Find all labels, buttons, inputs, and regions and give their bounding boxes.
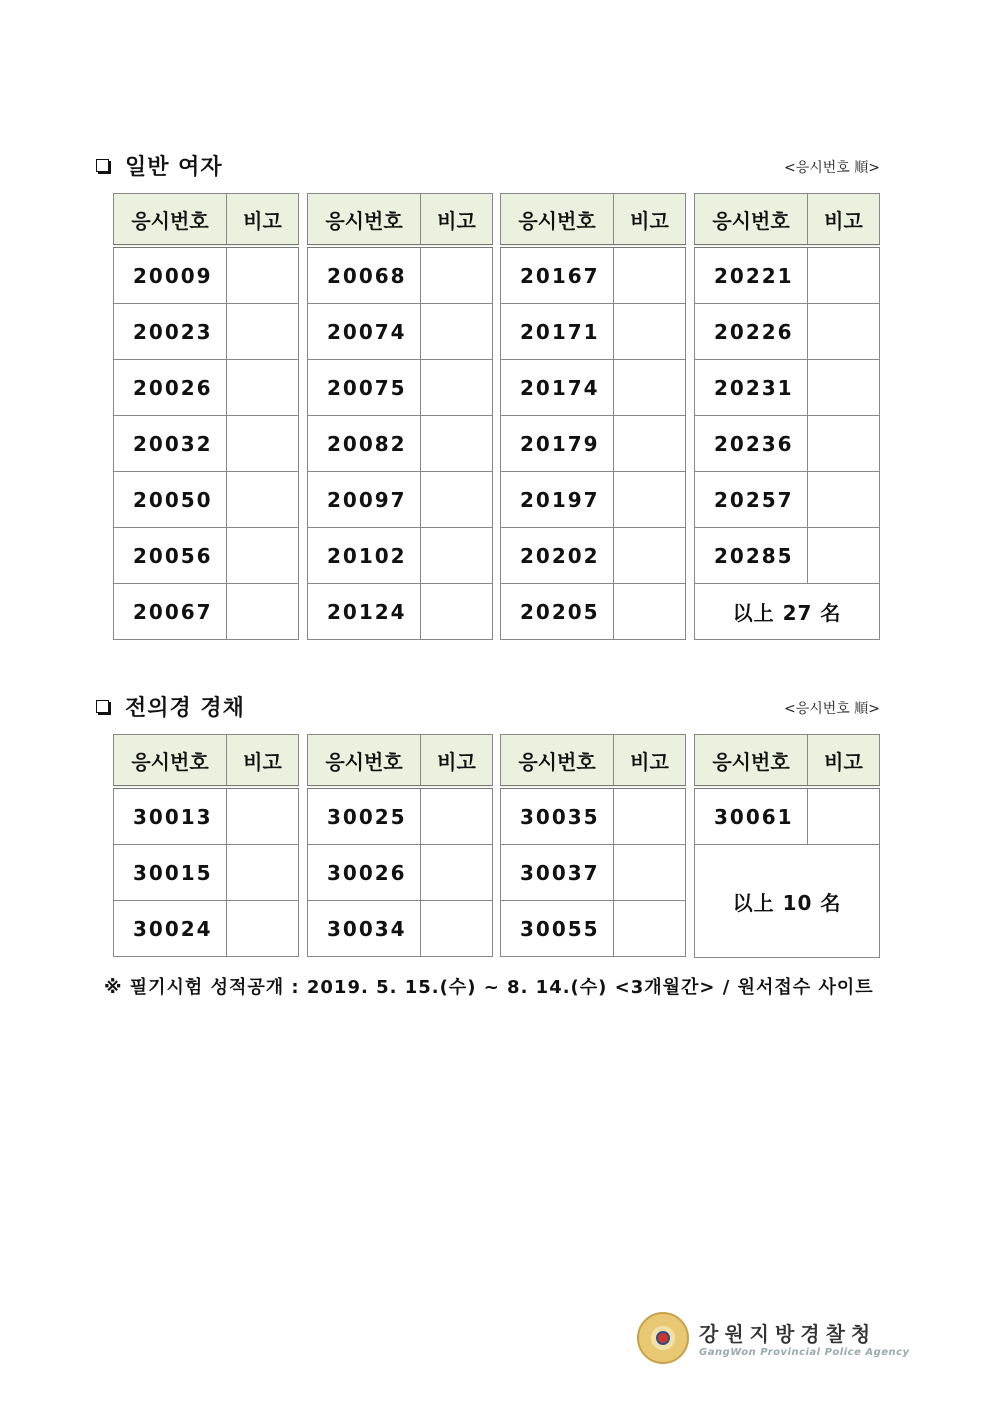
checkbox-square-icon xyxy=(96,700,109,713)
table-row xyxy=(114,246,299,304)
remark-cell xyxy=(227,246,299,304)
order-note: <응시번호 順> xyxy=(783,160,880,176)
exam-number: 20179 xyxy=(501,416,614,472)
table-row xyxy=(501,787,686,845)
total-count: 以上 27 名 xyxy=(695,584,880,640)
table-row xyxy=(501,528,686,584)
exam-number: 20174 xyxy=(501,360,614,416)
exam-number: 30035 xyxy=(501,787,614,845)
remark-cell xyxy=(421,360,493,416)
remark-cell xyxy=(808,304,880,360)
remark-cell xyxy=(421,845,493,901)
remark-cell xyxy=(227,472,299,528)
results-table xyxy=(307,734,493,957)
table-row xyxy=(695,360,880,416)
table-row xyxy=(501,901,686,957)
table-row xyxy=(308,416,493,472)
remark-cell xyxy=(421,787,493,845)
exam-number: 30037 xyxy=(501,845,614,901)
remark-cell xyxy=(808,246,880,304)
exam-number: 20082 xyxy=(308,416,421,472)
remark-cell xyxy=(614,901,686,957)
table-row xyxy=(308,304,493,360)
remark-cell xyxy=(808,528,880,584)
header-number: 응시번호 xyxy=(695,735,808,788)
table-row xyxy=(695,304,880,360)
exam-number: 30013 xyxy=(114,787,227,845)
remark-cell xyxy=(227,845,299,901)
exam-number: 20171 xyxy=(501,304,614,360)
exam-number: 20009 xyxy=(114,246,227,304)
exam-number: 20102 xyxy=(308,528,421,584)
table-row xyxy=(308,360,493,416)
exam-number: 20231 xyxy=(695,360,808,416)
header-number: 응시번호 xyxy=(114,194,227,247)
header-remark: 비고 xyxy=(808,735,880,788)
table-row xyxy=(114,360,299,416)
table-row xyxy=(501,845,686,901)
exam-number: 20032 xyxy=(114,416,227,472)
header-number: 응시번호 xyxy=(308,194,421,247)
table-row xyxy=(695,472,880,528)
agency-logo xyxy=(637,1312,910,1364)
remark-cell xyxy=(421,472,493,528)
results-table xyxy=(694,193,880,640)
exam-number: 30034 xyxy=(308,901,421,957)
section-title-text: 일반 여자 xyxy=(125,155,223,180)
remark-cell xyxy=(808,416,880,472)
exam-number: 20075 xyxy=(308,360,421,416)
table-row xyxy=(695,787,880,845)
header-number: 응시번호 xyxy=(501,735,614,788)
remark-cell xyxy=(421,246,493,304)
results-table xyxy=(307,193,493,640)
remark-cell xyxy=(808,472,880,528)
table-row xyxy=(114,584,299,640)
footnote: ※ 필기시험 성적공개 : 2019. 5. 15.(수) ~ 8. 14.(수) <3개월간> / 원서접수 사이트 xyxy=(104,977,874,998)
section-title-police-conscript xyxy=(96,691,245,722)
remark-cell xyxy=(227,304,299,360)
exam-number: 20056 xyxy=(114,528,227,584)
remark-cell xyxy=(614,528,686,584)
table-row xyxy=(308,472,493,528)
table-row xyxy=(695,584,880,640)
table-row xyxy=(114,787,299,845)
section-title-text: 전의경 경채 xyxy=(125,696,245,721)
table-row xyxy=(114,416,299,472)
police-emblem-icon xyxy=(637,1312,689,1364)
exam-number: 20197 xyxy=(501,472,614,528)
remark-cell xyxy=(614,472,686,528)
remark-cell xyxy=(808,360,880,416)
results-table xyxy=(500,193,686,640)
table-row xyxy=(501,584,686,640)
remark-cell xyxy=(614,416,686,472)
remark-cell xyxy=(227,584,299,640)
table-row xyxy=(308,845,493,901)
results-table xyxy=(113,734,299,957)
table-row xyxy=(501,304,686,360)
table-row xyxy=(695,416,880,472)
header-remark: 비고 xyxy=(421,735,493,788)
header-number: 응시번호 xyxy=(695,194,808,247)
header-remark: 비고 xyxy=(808,194,880,247)
exam-number: 20202 xyxy=(501,528,614,584)
remark-cell xyxy=(227,360,299,416)
exam-number: 20221 xyxy=(695,246,808,304)
exam-number: 20074 xyxy=(308,304,421,360)
table-row xyxy=(114,901,299,957)
remark-cell xyxy=(614,246,686,304)
remark-cell xyxy=(421,528,493,584)
table-row xyxy=(114,845,299,901)
agency-name-ko: 강원지방경찰청 xyxy=(699,1322,877,1346)
results-table xyxy=(500,734,686,957)
table-row xyxy=(308,246,493,304)
exam-number: 30061 xyxy=(695,787,808,845)
checkbox-square-icon xyxy=(96,159,109,172)
header-number: 응시번호 xyxy=(114,735,227,788)
exam-number: 20097 xyxy=(308,472,421,528)
table-row xyxy=(695,246,880,304)
table-row xyxy=(308,584,493,640)
header-number: 응시번호 xyxy=(308,735,421,788)
table-row xyxy=(308,901,493,957)
exam-number: 20285 xyxy=(695,528,808,584)
exam-number: 20167 xyxy=(501,246,614,304)
header-number: 응시번호 xyxy=(501,194,614,247)
header-remark: 비고 xyxy=(421,194,493,247)
exam-number: 20023 xyxy=(114,304,227,360)
header-remark: 비고 xyxy=(227,735,299,788)
table-row xyxy=(501,416,686,472)
remark-cell xyxy=(614,584,686,640)
table-row xyxy=(114,304,299,360)
section-title-female xyxy=(96,150,223,181)
remark-cell xyxy=(421,416,493,472)
remark-cell xyxy=(421,584,493,640)
exam-number: 20050 xyxy=(114,472,227,528)
remark-cell xyxy=(227,528,299,584)
remark-cell xyxy=(421,304,493,360)
exam-number: 20124 xyxy=(308,584,421,640)
total-count: 以上 10 名 xyxy=(695,845,880,958)
results-table xyxy=(694,734,880,958)
results-table xyxy=(113,193,299,640)
agency-name-en: GangWon Provincial Police Agency xyxy=(699,1347,910,1358)
remark-cell xyxy=(614,787,686,845)
remark-cell xyxy=(227,787,299,845)
remark-cell xyxy=(614,845,686,901)
order-note: <응시번호 順> xyxy=(783,701,880,717)
remark-cell xyxy=(614,304,686,360)
exam-number: 30025 xyxy=(308,787,421,845)
remark-cell xyxy=(227,416,299,472)
exam-number: 20257 xyxy=(695,472,808,528)
table-row xyxy=(308,528,493,584)
table-row xyxy=(114,528,299,584)
table-row xyxy=(501,472,686,528)
table-row xyxy=(501,360,686,416)
exam-number: 20236 xyxy=(695,416,808,472)
remark-cell xyxy=(614,360,686,416)
exam-number: 20067 xyxy=(114,584,227,640)
exam-number: 20026 xyxy=(114,360,227,416)
exam-number: 20226 xyxy=(695,304,808,360)
remark-cell xyxy=(421,901,493,957)
exam-number: 30026 xyxy=(308,845,421,901)
table-row xyxy=(695,528,880,584)
remark-cell xyxy=(808,787,880,845)
exam-number: 30024 xyxy=(114,901,227,957)
header-remark: 비고 xyxy=(227,194,299,247)
exam-number: 30015 xyxy=(114,845,227,901)
exam-number: 20205 xyxy=(501,584,614,640)
table-row xyxy=(308,787,493,845)
table-row xyxy=(501,246,686,304)
exam-number: 30055 xyxy=(501,901,614,957)
table-row xyxy=(114,472,299,528)
header-remark: 비고 xyxy=(614,194,686,247)
header-remark: 비고 xyxy=(614,735,686,788)
remark-cell xyxy=(227,901,299,957)
exam-number: 20068 xyxy=(308,246,421,304)
